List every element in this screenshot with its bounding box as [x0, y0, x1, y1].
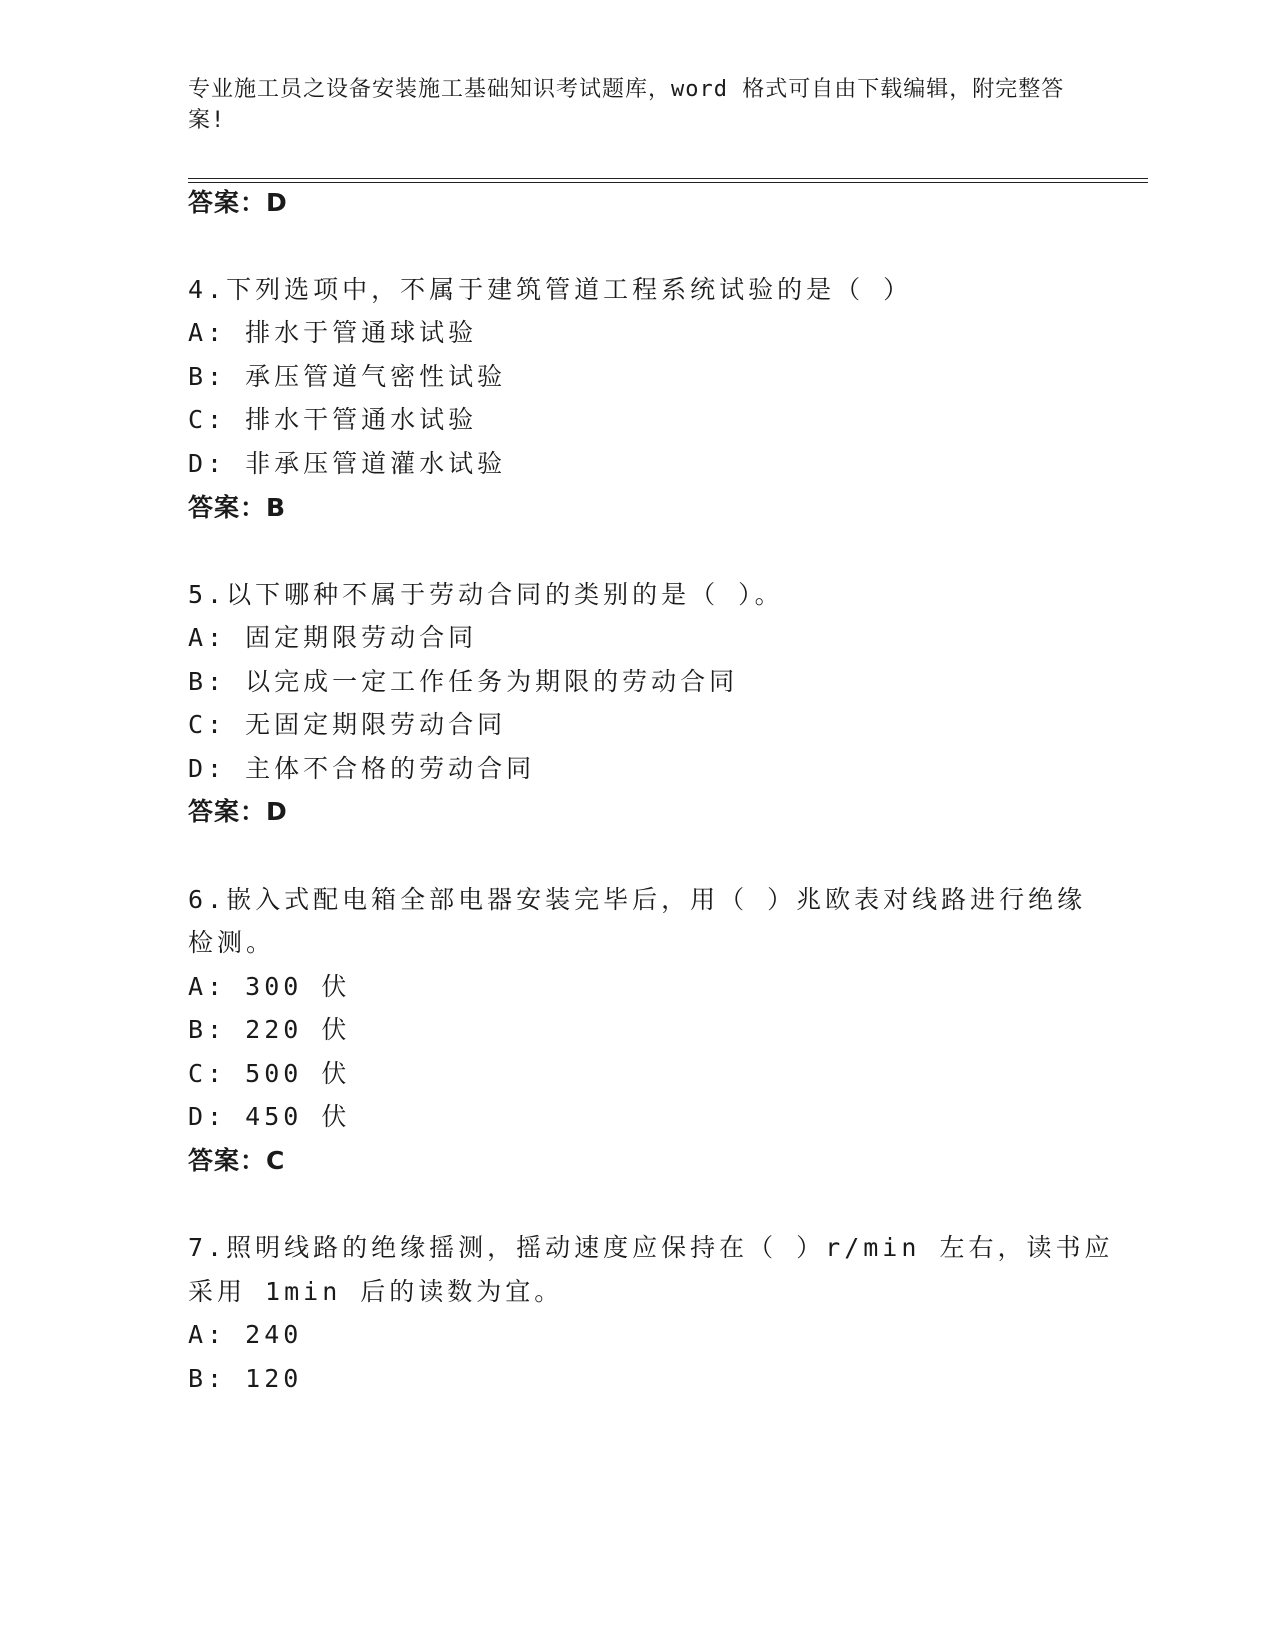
question-4-stem: 4.下列选项中，不属于建筑管道工程系统试验的是（ ） — [188, 275, 913, 304]
question-7-option-b: B: 120 — [188, 1364, 303, 1393]
question-7-option-a: A: 240 — [188, 1320, 303, 1349]
question-5-answer: 答案：D — [188, 797, 288, 826]
document-header: 专业施工员之设备安装施工基础知识考试题库，word 格式可自由下载编辑，附完整答案! — [188, 77, 1065, 133]
question-7-stem-line1: 7.照明线路的绝缘摇测，摇动速度应保持在（ ）r/min 左右，读书应 — [188, 1233, 1114, 1262]
answer-prev: 答案：D — [188, 188, 288, 217]
question-4-option-a: A: 排水于管通球试验 — [188, 318, 478, 347]
question-6-option-a: A: 300 伏 — [188, 972, 351, 1001]
question-7-stem-line2: 采用 1min 后的读数为宜。 — [188, 1277, 564, 1306]
question-5-option-d: D: 主体不合格的劳动合同 — [188, 754, 536, 783]
question-6-stem-line2: 检测。 — [188, 928, 276, 957]
question-5-option-a: A: 固定期限劳动合同 — [188, 623, 478, 652]
question-6-answer: 答案：C — [188, 1146, 286, 1175]
question-5-option-c: C: 无固定期限劳动合同 — [188, 710, 507, 739]
question-5-option-b: B: 以完成一定工作任务为期限的劳动合同 — [188, 667, 739, 696]
header-divider-top — [188, 178, 1148, 179]
question-6-option-c: C: 500 伏 — [188, 1059, 351, 1088]
question-4-option-c: C: 排水干管通水试验 — [188, 405, 478, 434]
question-5-stem: 5.以下哪种不属于劳动合同的类别的是（ ）。 — [188, 580, 784, 609]
question-6-option-d: D: 450 伏 — [188, 1102, 351, 1131]
question-6-option-b: B: 220 伏 — [188, 1015, 351, 1044]
question-6-stem-line1: 6.嵌入式配电箱全部电器安装完毕后，用（ ）兆欧表对线路进行绝缘 — [188, 885, 1087, 914]
header-divider-bottom — [188, 182, 1148, 183]
question-4-option-d: D: 非承压管道灌水试验 — [188, 449, 507, 478]
question-4-option-b: B: 承压管道气密性试验 — [188, 362, 507, 391]
question-4-answer: 答案：B — [188, 493, 287, 522]
